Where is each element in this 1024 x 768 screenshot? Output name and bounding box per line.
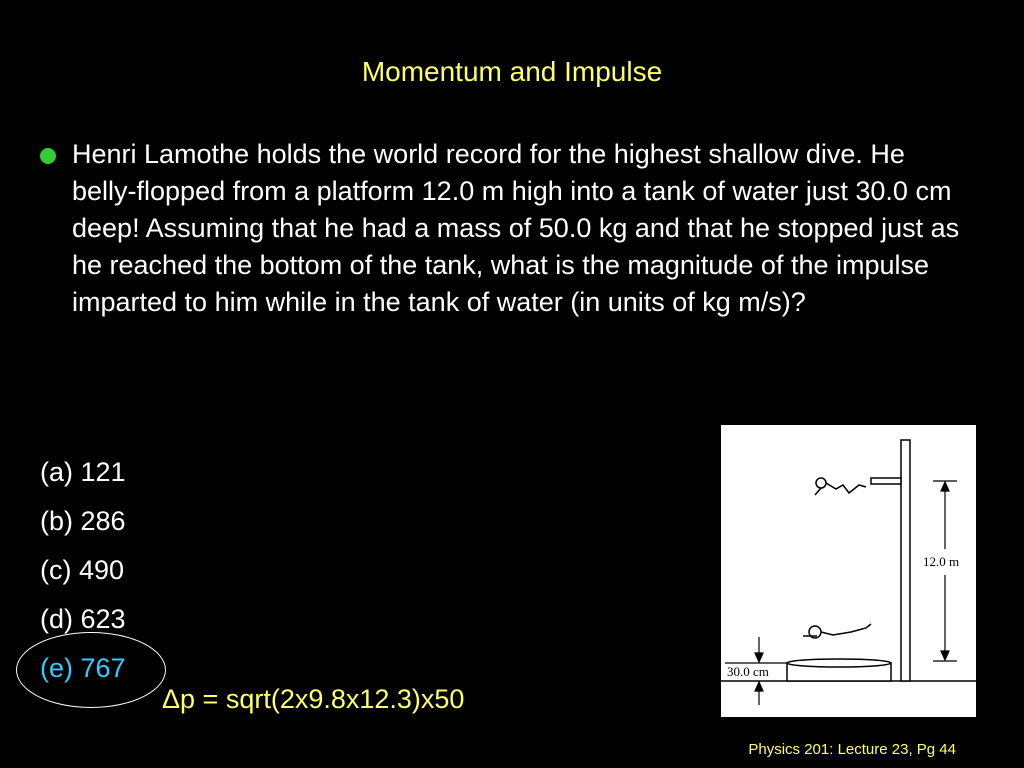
height-label: 12.0 m [923, 554, 960, 569]
option-b: (b) 286 [40, 506, 126, 536]
diving-board [871, 478, 901, 484]
option-e: (e) 767 [40, 653, 126, 683]
water-tank [787, 659, 891, 681]
slide-title: Momentum and Impulse [361, 56, 663, 87]
solution-formula: Δp = sqrt(2x9.8x12.3)x50 [162, 684, 465, 714]
option-c: (c) 490 [40, 555, 125, 585]
option-d: (d) 623 [40, 604, 126, 634]
platform-pole [901, 440, 910, 681]
bullet-icon [40, 148, 56, 164]
height-arrow [933, 481, 957, 661]
diver-diagram [721, 425, 976, 717]
depth-label: 30.0 cm [727, 664, 769, 679]
question-text: Henri Lamothe holds the world record for the highest shallow dive. He belly-flopped from a platform 12.0 m high into a tank of water just 30.0 cm deep! Assuming that he had a mass of 50.0 kg and that he stopped just as he reached the bottom of the tank, what is the magnitude of the impulse imparted to him while in the tank of water (in units of kg m/s)? [72, 139, 960, 317]
diver-top-icon [815, 478, 866, 495]
answer-highlight-ellipse [16, 632, 166, 708]
option-a: (a) 121 [40, 457, 126, 487]
diver-bottom-icon [803, 624, 871, 638]
diver-figure [721, 425, 976, 717]
slide-footer: Physics 201: Lecture 23, Pg 44 [748, 741, 956, 758]
